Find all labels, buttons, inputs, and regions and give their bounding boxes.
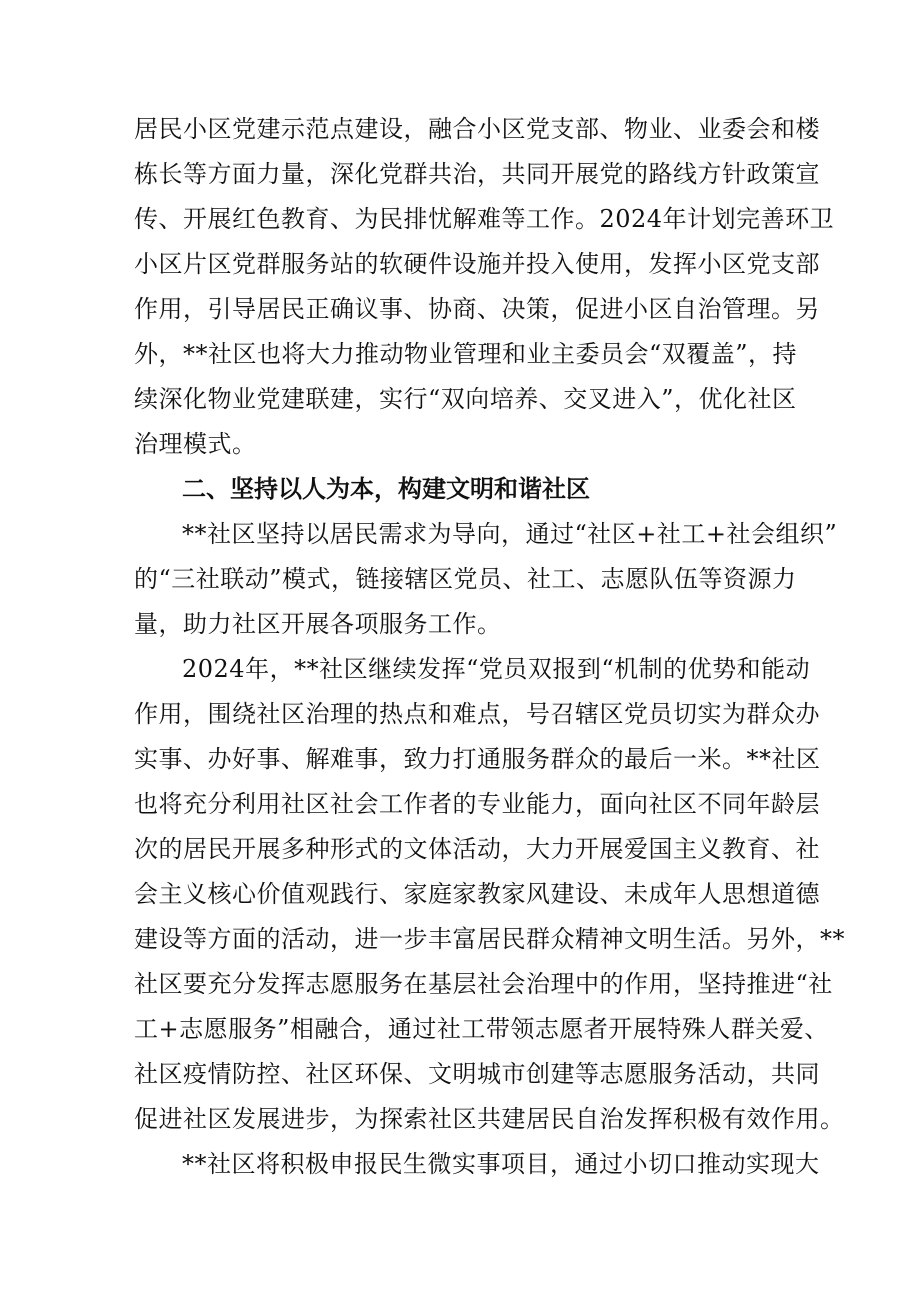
paragraph-line: 量，助力社区开展各项服务工作。 — [134, 610, 502, 638]
paragraph-line: 促进社区发展进步，为探索社区共建居民自治发挥积极有效作用。 — [134, 1105, 845, 1133]
paragraph-line: 2024年，**社区继续发挥“党员双报到“机制的优势和能动 — [182, 655, 811, 683]
paragraph-line: 实事、办好事、解难事，致力打通服务群众的最后一米。**社区 — [134, 745, 821, 773]
paragraph-line: 作用，引导居民正确议事、协商、决策，促进小区自治管理。另 — [134, 295, 820, 323]
paragraph-line: 治理模式。 — [134, 430, 257, 458]
paragraph-line: 也将充分利用社区社会工作者的专业能力，面向社区不同年龄层 — [134, 790, 820, 818]
paragraph-line: 次的居民开展多种形式的文体活动，大力开展爱国主义教育、社 — [134, 835, 820, 863]
paragraph-line: 栋长等方面力量，深化党群共治，共同开展党的路线方针政策宣 — [134, 160, 820, 188]
paragraph-line: **社区坚持以居民需求为导向，通过“社区+社工+社会组织” — [182, 520, 838, 548]
paragraph-line: 作用，围绕社区治理的热点和难点，号召辖区党员切实为群众办 — [134, 700, 820, 728]
paragraph-line: 社区疫情防控、社区环保、文明城市创建等志愿服务活动，共同 — [134, 1060, 820, 1088]
paragraph-line: 建设等方面的活动，进一步丰富居民群众精神文明生活。另外，** — [134, 925, 845, 953]
paragraph-line: 工+志愿服务”相融合，通过社工带领志愿者开展特殊人群关爱、 — [134, 1015, 829, 1043]
paragraph-line: 传、开展红色教育、为民排忧解难等工作。2024年计划完善环卫 — [134, 205, 835, 233]
paragraph-line: 社区要充分发挥志愿服务在基层社会治理中的作用，坚持推进“社 — [134, 970, 833, 998]
paragraph-line: 居民小区党建示范点建设，融合小区党支部、物业、业委会和楼 — [134, 115, 820, 143]
paragraph-line: 外，**社区也将大力推动物业管理和业主委员会“双覆盖”，持 — [134, 340, 798, 368]
paragraph-line: 续深化物业党建联建，实行“双向培养、交叉进入”，优化社区 — [134, 385, 797, 413]
paragraph-line: 小区片区党群服务站的软硬件设施并投入使用，发挥小区党支部 — [134, 250, 820, 278]
paragraph-line: **社区将积极申报民生微实事项目，通过小切口推动实现大 — [182, 1150, 820, 1178]
paragraph-line: 会主义核心价值观践行、家庭家教家风建设、未成年人思想道德 — [134, 880, 820, 908]
paragraph-line: 的“三社联动”模式，链接辖区党员、社工、志愿队伍等资源力 — [134, 565, 797, 593]
section-heading: 二、坚持以人为本，构建文明和谐社区 — [182, 475, 590, 503]
